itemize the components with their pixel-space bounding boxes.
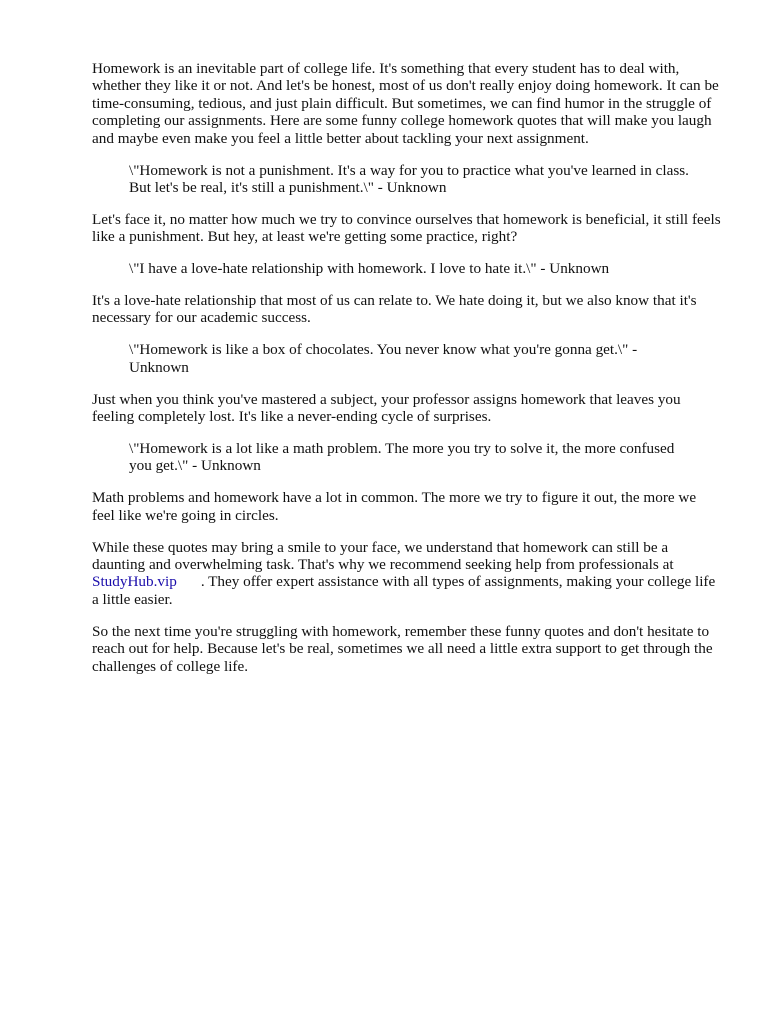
studyhub-link[interactable]: StudyHub.vip xyxy=(92,573,177,591)
quote-2: \"I have a love-hate relationship with homework. I love to hate it.\" - Unknown xyxy=(129,260,610,278)
paragraph-6 xyxy=(92,539,722,609)
quote-3: \"Homework is like a box of chocolates. You never know what you're gonna get.\" - Unknown xyxy=(129,341,638,376)
paragraph-6-text-before: While these quotes may bring a smile to your face, we understand that homework can still be a daunting and overwhelming task. That's why we recommend seeking help from professionals at xyxy=(92,538,674,574)
paragraph-6-text-after: . They offer expert assistance with all types of assignments, making your college life a little easier. xyxy=(92,573,716,608)
quote-1: \"Homework is not a punishment. It's a way for you to practice what you've learned in class. But let's be real, it's still a punishment.\" - Unknown xyxy=(129,161,689,196)
intro-paragraph: Homework is an inevitable part of college life. It's something that every student has to deal with, whether they like it or not. And let's be honest, most of us don't really enjoy doing homework. It can be time-consuming, tedious, and just plain difficult. But sometimes, we can find humor in the struggle of completing our assignments. Here are some funny college homework quotes that will make you laugh and maybe even make you feel a little better about tackling your next assignment. xyxy=(92,60,719,147)
document-page xyxy=(92,60,722,689)
paragraph-2: Let's face it, no matter how much we try to convince ourselves that homework is beneficial, it still feels like a punishment. But hey, at least we're getting some practice, right? xyxy=(92,210,721,246)
paragraph-3: It's a love-hate relationship that most of us can relate to. We hate doing it, but we also know that it's necessary for our academic success. xyxy=(92,292,697,327)
paragraph-4: Just when you think you've mastered a subject, your professor assigns homework that leaves you feeling completely lost. It's like a never-ending cycle of surprises. xyxy=(92,390,681,426)
quote-4: \"Homework is a lot like a math problem. The more you try to solve it, the more confused you get.\" - Unknown xyxy=(129,440,675,475)
paragraph-5: Math problems and homework have a lot in common. The more we try to figure it out, the more we feel like we're going in circles. xyxy=(92,489,697,524)
closing-paragraph: So the next time you're struggling with homework, remember these funny quotes and don't hesitate to reach out for help. Because let's be real, sometimes we all need a little extra support to get through the challenges of college life. xyxy=(92,622,713,675)
